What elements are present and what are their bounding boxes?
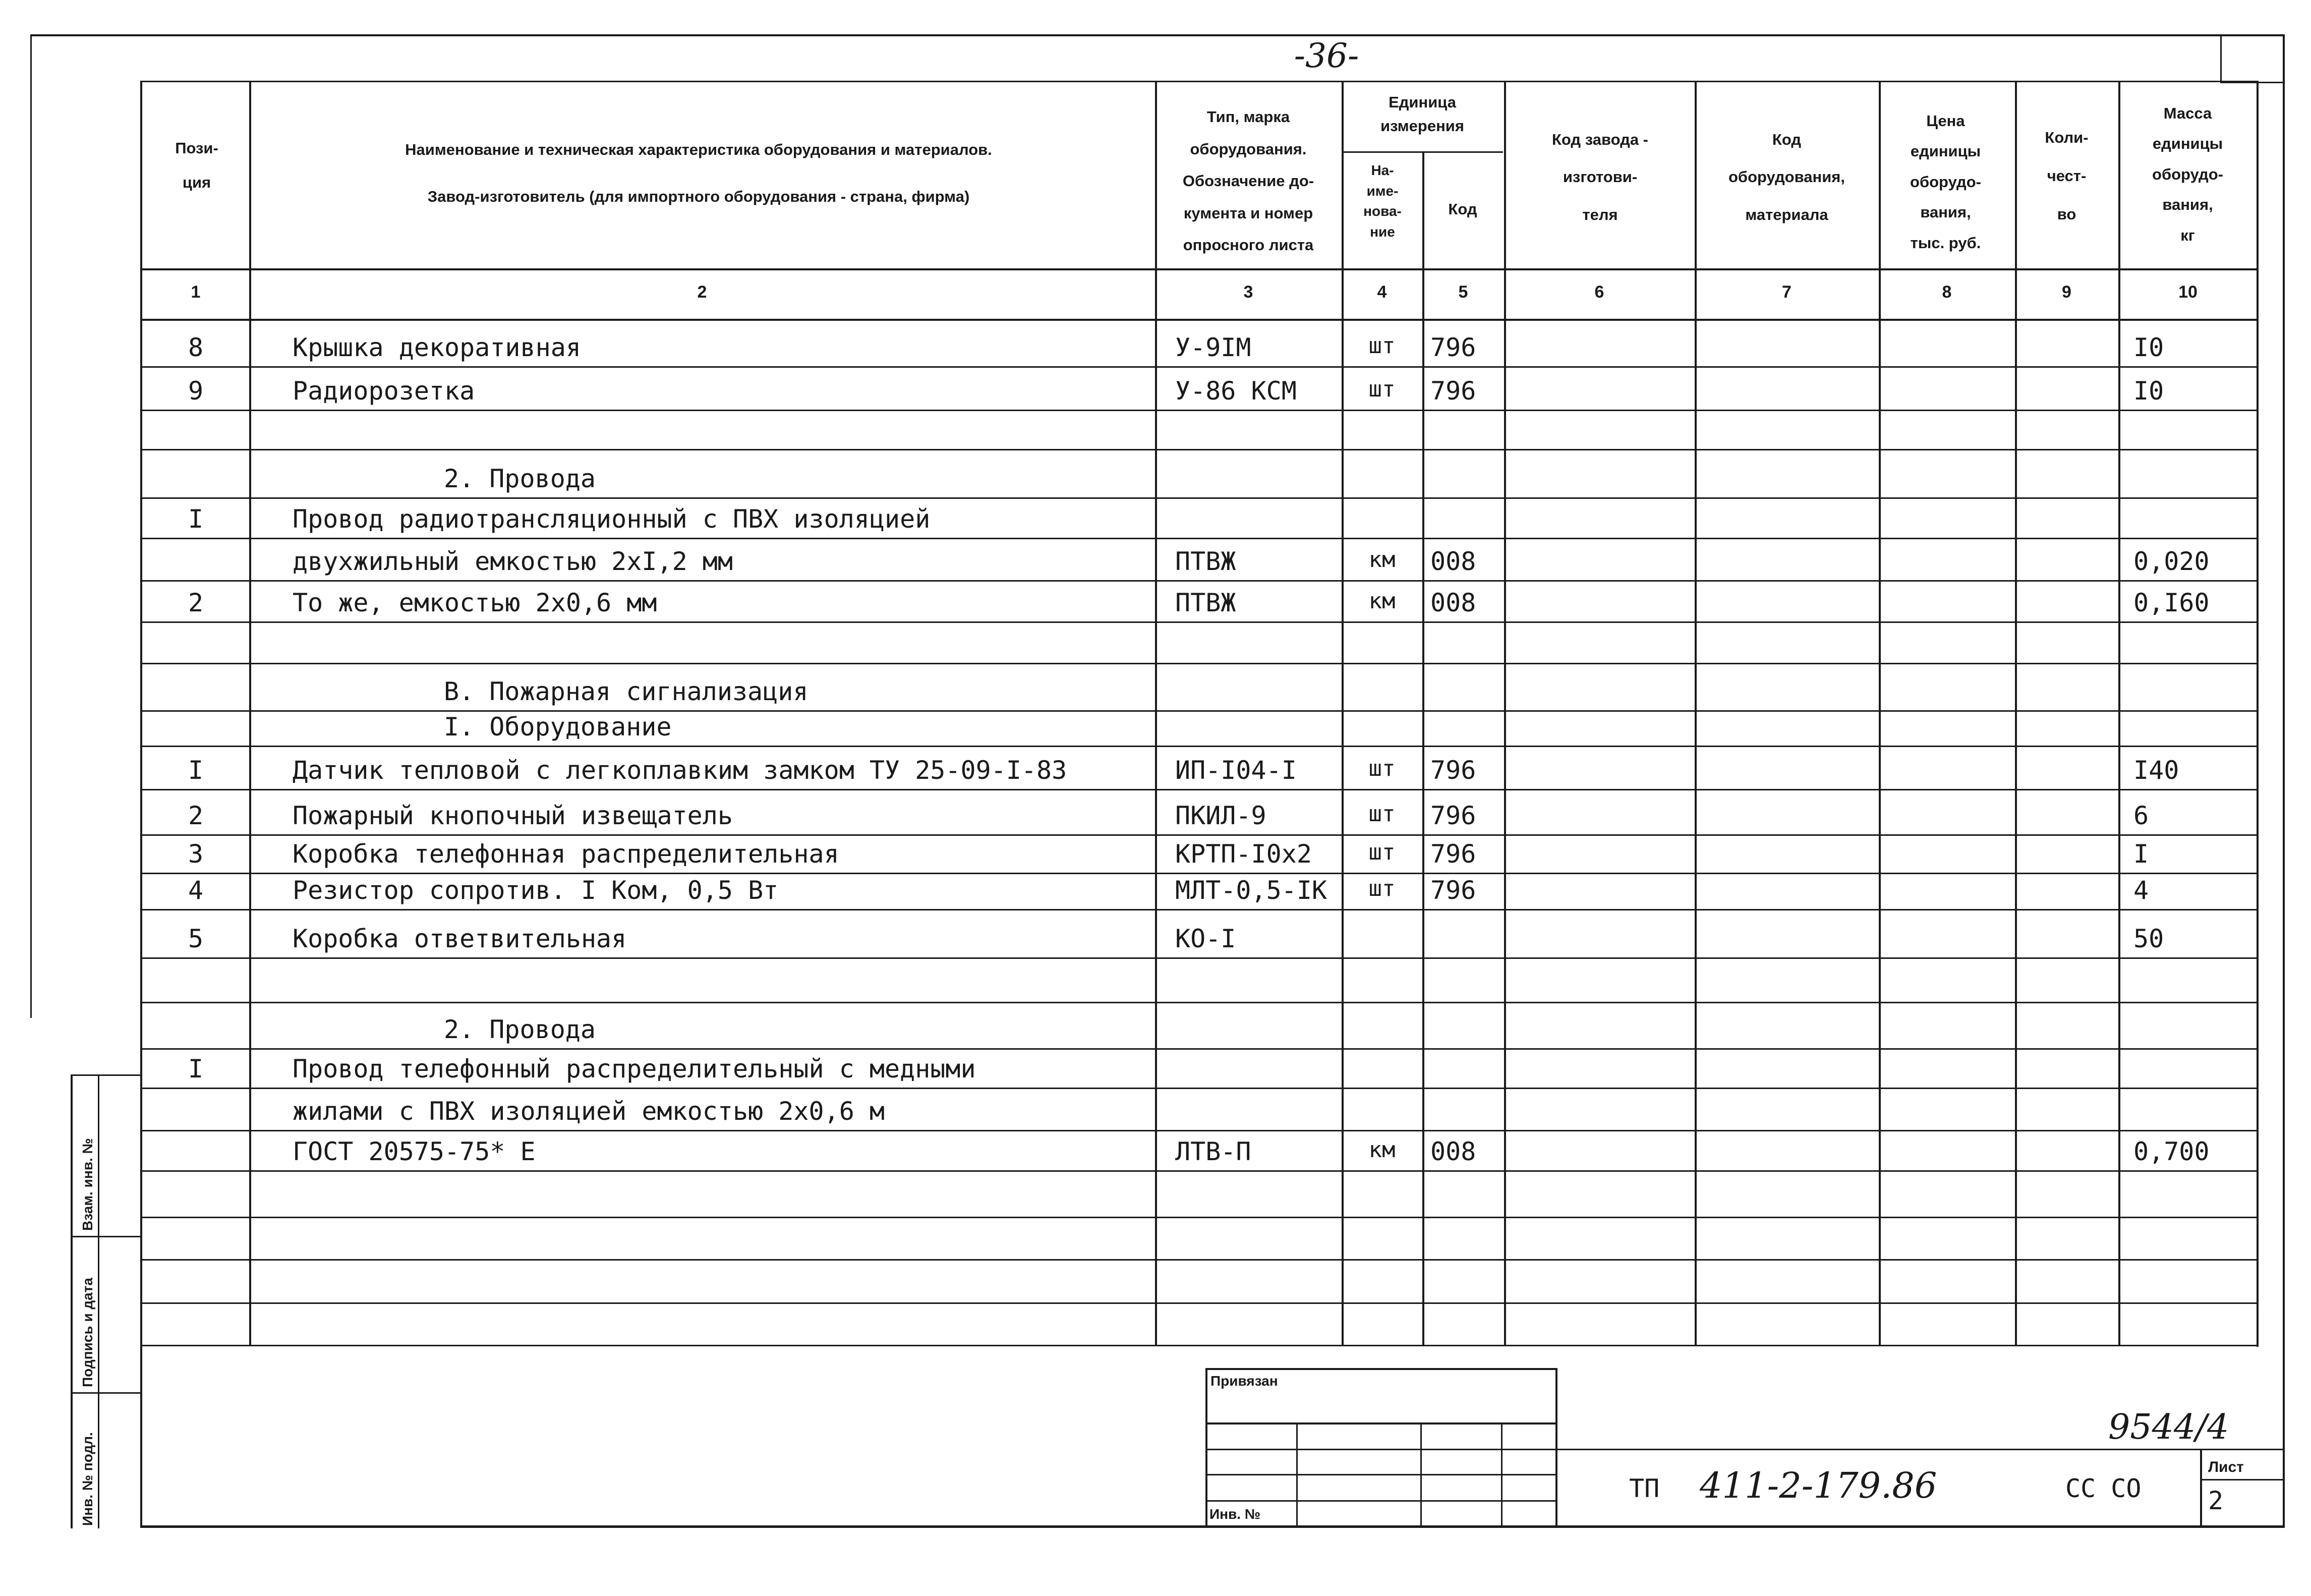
row-position: 2 (188, 801, 204, 830)
colnum-7: 7 (1782, 282, 1792, 302)
row-name: 2. Провода (444, 1015, 596, 1044)
header-position: Пози- ция (175, 139, 218, 192)
row-type: ЛТВ-П (1175, 1137, 1251, 1166)
side-strip-div2 (71, 1392, 141, 1394)
stamp-row3 (1205, 1474, 1556, 1475)
row-type: МЛТ-0,5-IK (1175, 876, 1327, 905)
side-label-replace: Взам. инв. № (80, 1138, 95, 1231)
row-position: 8 (188, 333, 204, 362)
row-rule (142, 366, 2258, 368)
row-rule (142, 710, 2258, 712)
row-type: ПКИЛ-9 (1175, 801, 1266, 830)
row-unit: км (1368, 588, 1396, 614)
row-name: 2. Провода (444, 464, 596, 493)
header-price: Цена единицы оборудо- вания, тыс. руб. (1910, 112, 1981, 252)
doc-prefix: ТП (1629, 1474, 1660, 1503)
row-name: ГОСТ 20575-75* Е (293, 1137, 536, 1166)
row-mass: I0 (2133, 333, 2164, 362)
header-mass: Масса единицы оборудо- вания, кг (2152, 104, 2223, 244)
row-unit: км (1368, 547, 1396, 573)
row-mass: 0,020 (2133, 547, 2210, 576)
stamp-box-right (1555, 1368, 1557, 1527)
sheet-label: Лист (2208, 1459, 2244, 1475)
colnum-10: 10 (2178, 282, 2198, 302)
header-plant-code: Код завода - изготови- теля (1551, 131, 1648, 223)
column-rule (2118, 81, 2120, 1345)
stamp-col3 (1501, 1423, 1503, 1527)
row-rule (142, 580, 2258, 582)
stamp-row2 (1205, 1449, 1556, 1450)
row-mass: 4 (2133, 876, 2149, 905)
row-rule (142, 746, 2258, 747)
row-rule (142, 1002, 2258, 1003)
row-name: Резистор сопротив. I Ком, 0,5 Вт (293, 876, 779, 905)
column-rule (1155, 81, 1157, 1345)
column-rule (1504, 81, 1506, 1345)
side-strip-div1 (71, 1236, 141, 1237)
row-name: Пожарный кнопочный извещатель (293, 801, 733, 830)
side-label-inv: Инв. № подл. (80, 1432, 95, 1526)
column-rule (249, 81, 251, 1345)
sheet-number: 2 (2208, 1486, 2224, 1515)
row-rule (142, 873, 2258, 874)
row-rule (142, 538, 2258, 539)
colnum-9: 9 (2062, 282, 2071, 302)
column-rule (2015, 81, 2017, 1345)
row-position: I (188, 504, 204, 534)
row-rule (142, 1217, 2258, 1218)
row-position: 2 (188, 588, 204, 617)
row-type: КО-I (1175, 924, 1236, 953)
row-rule (142, 909, 2258, 910)
row-position: 4 (188, 876, 204, 905)
table-top (140, 81, 2258, 82)
header-unit-code: Код (1448, 200, 1477, 218)
row-unit: шт (1368, 876, 1396, 901)
stamp-row1 (1205, 1422, 1556, 1424)
row-code: 796 (1430, 876, 1476, 905)
row-unit: шт (1368, 839, 1396, 865)
header-equipment-code: Код оборудования, материала (1728, 131, 1845, 223)
colnum-4: 4 (1377, 282, 1387, 302)
header-unit-group: Единица измерения (1380, 93, 1464, 135)
outer-frame-right (2283, 34, 2285, 1527)
row-rule (142, 789, 2258, 790)
row-unit: шт (1368, 756, 1396, 781)
header-quantity: Коли- чест- во (2045, 129, 2089, 223)
row-rule (142, 1170, 2258, 1172)
row-name: В. Пожарная сигнализация (444, 677, 808, 706)
row-rule (142, 621, 2258, 623)
titleblock-top (1556, 1449, 2285, 1450)
row-rule (142, 663, 2258, 664)
side-strip-left (71, 1074, 73, 1528)
header-name: Наименование и техническая характеристика оборудования и материалов. Завод-изготовитель (для импортного оборудования - страна, фирма) (405, 141, 992, 205)
column-rule (1695, 81, 1697, 1345)
row-name: Радиорозетка (293, 376, 475, 406)
row-rule (142, 1130, 2258, 1131)
row-name: Провод телефонный распределительный с медными (293, 1054, 976, 1084)
row-name: Коробка ответвительная (293, 924, 627, 953)
row-type: ПТВЖ (1175, 547, 1236, 576)
row-code: 796 (1430, 376, 1476, 406)
row-rule (142, 834, 2258, 836)
page-number: -36- (1294, 36, 1359, 75)
stamp-row4 (1205, 1500, 1556, 1502)
side-strip-top (71, 1074, 141, 1076)
row-mass: I0 (2133, 376, 2164, 406)
row-mass: 0,700 (2133, 1137, 2210, 1166)
row-rule (142, 1048, 2258, 1050)
row-code: 008 (1430, 588, 1476, 617)
row-unit: шт (1368, 376, 1396, 402)
stamp-box-top (1205, 1368, 1556, 1370)
sheet-cell-div (2200, 1479, 2285, 1480)
header-bottom (140, 268, 2258, 270)
row-name: двухжильный емкостью 2xI,2 мм (293, 547, 733, 576)
colnum-5: 5 (1458, 282, 1468, 302)
row-name: Крышка декоративная (293, 333, 581, 362)
side-strip-mid (98, 1074, 99, 1528)
column-rule (1879, 81, 1881, 1345)
row-type: У-86 КСМ (1175, 376, 1297, 406)
row-rule (142, 1088, 2258, 1089)
header-unit-name: На- име- нова- ние (1363, 162, 1402, 240)
row-position: 3 (188, 839, 204, 869)
outer-frame-top (30, 34, 2284, 36)
colnum-1: 1 (191, 282, 201, 302)
row-position: 5 (188, 924, 204, 953)
colnum-3: 3 (1243, 282, 1253, 302)
outer-frame-left (30, 34, 32, 1018)
corner-box-left (2220, 34, 2222, 83)
row-code: 796 (1430, 801, 1476, 830)
stamp-col1 (1296, 1423, 1298, 1527)
row-code: 796 (1430, 839, 1476, 869)
row-name: Коробка телефонная распределительная (293, 839, 839, 869)
row-unit: шт (1368, 801, 1396, 827)
side-label-signature: Подпись и дата (80, 1278, 95, 1387)
row-rule (142, 410, 2258, 411)
table-right (2257, 81, 2259, 1347)
row-name: жилами с ПВХ изоляцией емкостью 2x0,6 м (293, 1097, 885, 1126)
row-name: Провод радиотрансляционный с ПВХ изоляцией (293, 504, 931, 534)
column-rule (1342, 81, 1344, 1345)
row-type: КРТП-I0x2 (1175, 839, 1312, 869)
row-mass: 6 (2133, 801, 2149, 830)
column-rule (1422, 151, 1424, 1345)
row-code: 796 (1430, 333, 1476, 362)
sheet-cell-left (2200, 1449, 2202, 1527)
row-type: ПТВЖ (1175, 588, 1236, 617)
row-mass: 0,I60 (2133, 588, 2210, 617)
row-mass: I (2133, 839, 2149, 869)
row-position: 9 (188, 376, 204, 406)
stamp-inv-no: Инв. № (1209, 1506, 1261, 1522)
colnum-bottom (140, 319, 2258, 321)
stamp-box-left (1205, 1368, 1207, 1527)
doc-code: СС СО (2065, 1474, 2142, 1503)
colnum-2: 2 (697, 282, 707, 302)
row-rule (142, 497, 2258, 499)
colnum-6: 6 (1594, 282, 1604, 302)
row-unit: шт (1368, 333, 1396, 359)
row-unit: км (1368, 1137, 1396, 1163)
table-bottom (140, 1525, 2285, 1528)
row-name: Датчик тепловой с легкоплавким замком ТУ 25-09-I-83 (293, 756, 1067, 785)
row-code: 008 (1430, 1137, 1476, 1166)
row-name: I. Оборудование (444, 712, 672, 742)
row-code: 796 (1430, 756, 1476, 785)
row-position: I (188, 756, 204, 785)
row-rule (142, 1302, 2258, 1304)
row-type: ИП-I04-I (1175, 756, 1297, 785)
header-type: Тип, марка оборудования. Обозначение до- кумента и номер опросного листа (1182, 108, 1314, 254)
colnum-8: 8 (1942, 282, 1952, 302)
row-rule (142, 957, 2258, 959)
doc-number: 411-2-179.86 (1700, 1465, 1937, 1506)
row-rule (142, 449, 2258, 450)
row-position: I (188, 1054, 204, 1084)
row-mass: 50 (2133, 924, 2164, 953)
stamp-privyazan: Привязан (1210, 1373, 1278, 1389)
archive-number: 9544/4 (2108, 1407, 2229, 1447)
row-type: У-9IM (1175, 333, 1251, 362)
row-rule (142, 1259, 2258, 1261)
row-rule (142, 1345, 2258, 1346)
row-name: То же, емкостью 2x0,6 мм (293, 588, 657, 617)
stamp-col2 (1420, 1423, 1422, 1527)
row-code: 008 (1430, 547, 1476, 576)
row-mass: I40 (2133, 756, 2179, 785)
